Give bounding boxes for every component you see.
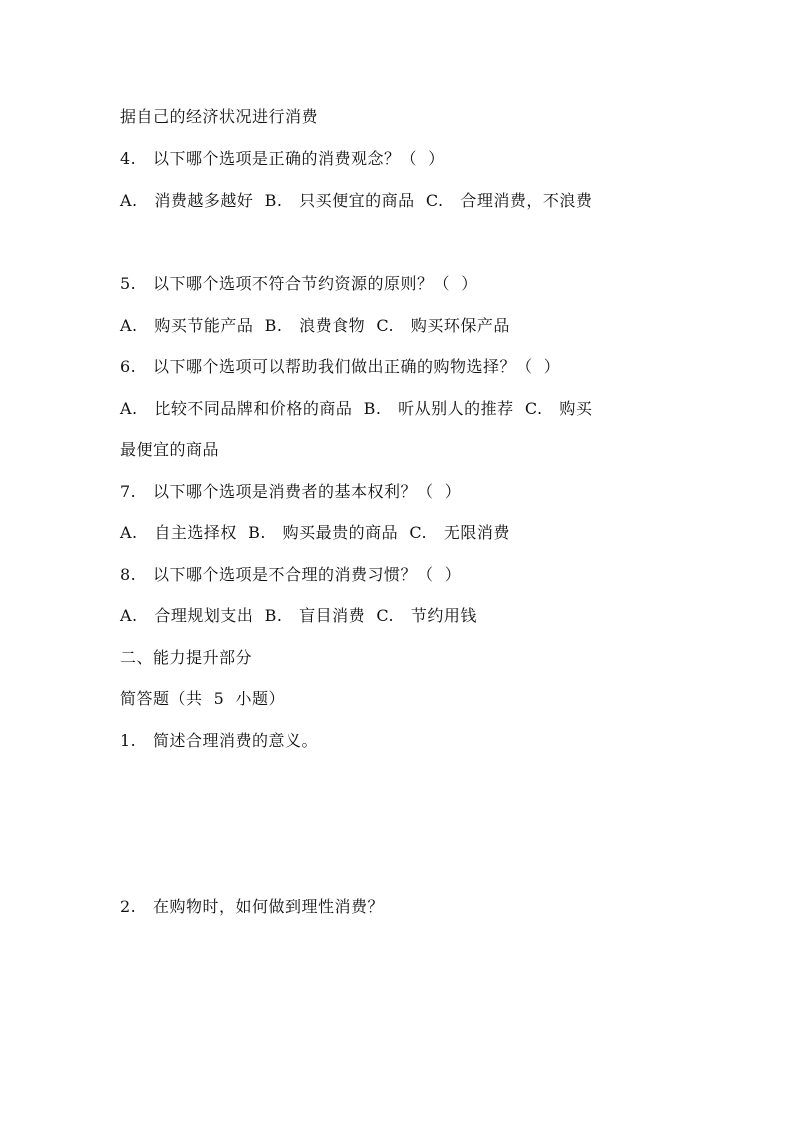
- short-answer-title: 简答题（共 5 小题）: [120, 689, 286, 708]
- question-4-options: A. 消费越多越好 B. 只买便宜的商品 C. 合理消费，不浪费: [120, 191, 593, 210]
- question-8: 8. 以下哪个选项是不合理的消费习惯？（ ）: [120, 565, 462, 584]
- short-question-2: 2. 在购物时，如何做到理性消费？: [120, 897, 385, 916]
- continuation-line: 据自己的经济状况进行消费: [120, 107, 319, 126]
- question-6: 6. 以下哪个选项可以帮助我们做出正确的购物选择？（ ）: [120, 357, 561, 376]
- question-8-options: A. 合理规划支出 B. 盲目消费 C. 节约用钱: [120, 606, 477, 625]
- short-question-1: 1. 简述合理消费的意义。: [120, 731, 319, 750]
- question-7: 7. 以下哪个选项是消费者的基本权利？（ ）: [120, 482, 462, 501]
- question-5: 5. 以下哪个选项不符合节约资源的原则？（ ）: [120, 274, 478, 293]
- section-heading: 二、能力提升部分: [120, 648, 253, 667]
- question-7-options: A. 自主选择权 B. 购买最贵的商品 C. 无限消费: [120, 523, 510, 542]
- question-6-options-continued: 最便宜的商品: [120, 440, 220, 459]
- question-4: 4. 以下哪个选项是正确的消费观念？（ ）: [120, 149, 445, 168]
- question-6-options: A. 比较不同品牌和价格的商品 B. 听从别人的推荐 C. 购买: [120, 399, 593, 418]
- question-5-options: A. 购买节能产品 B. 浪费食物 C. 购买环保产品: [120, 316, 510, 335]
